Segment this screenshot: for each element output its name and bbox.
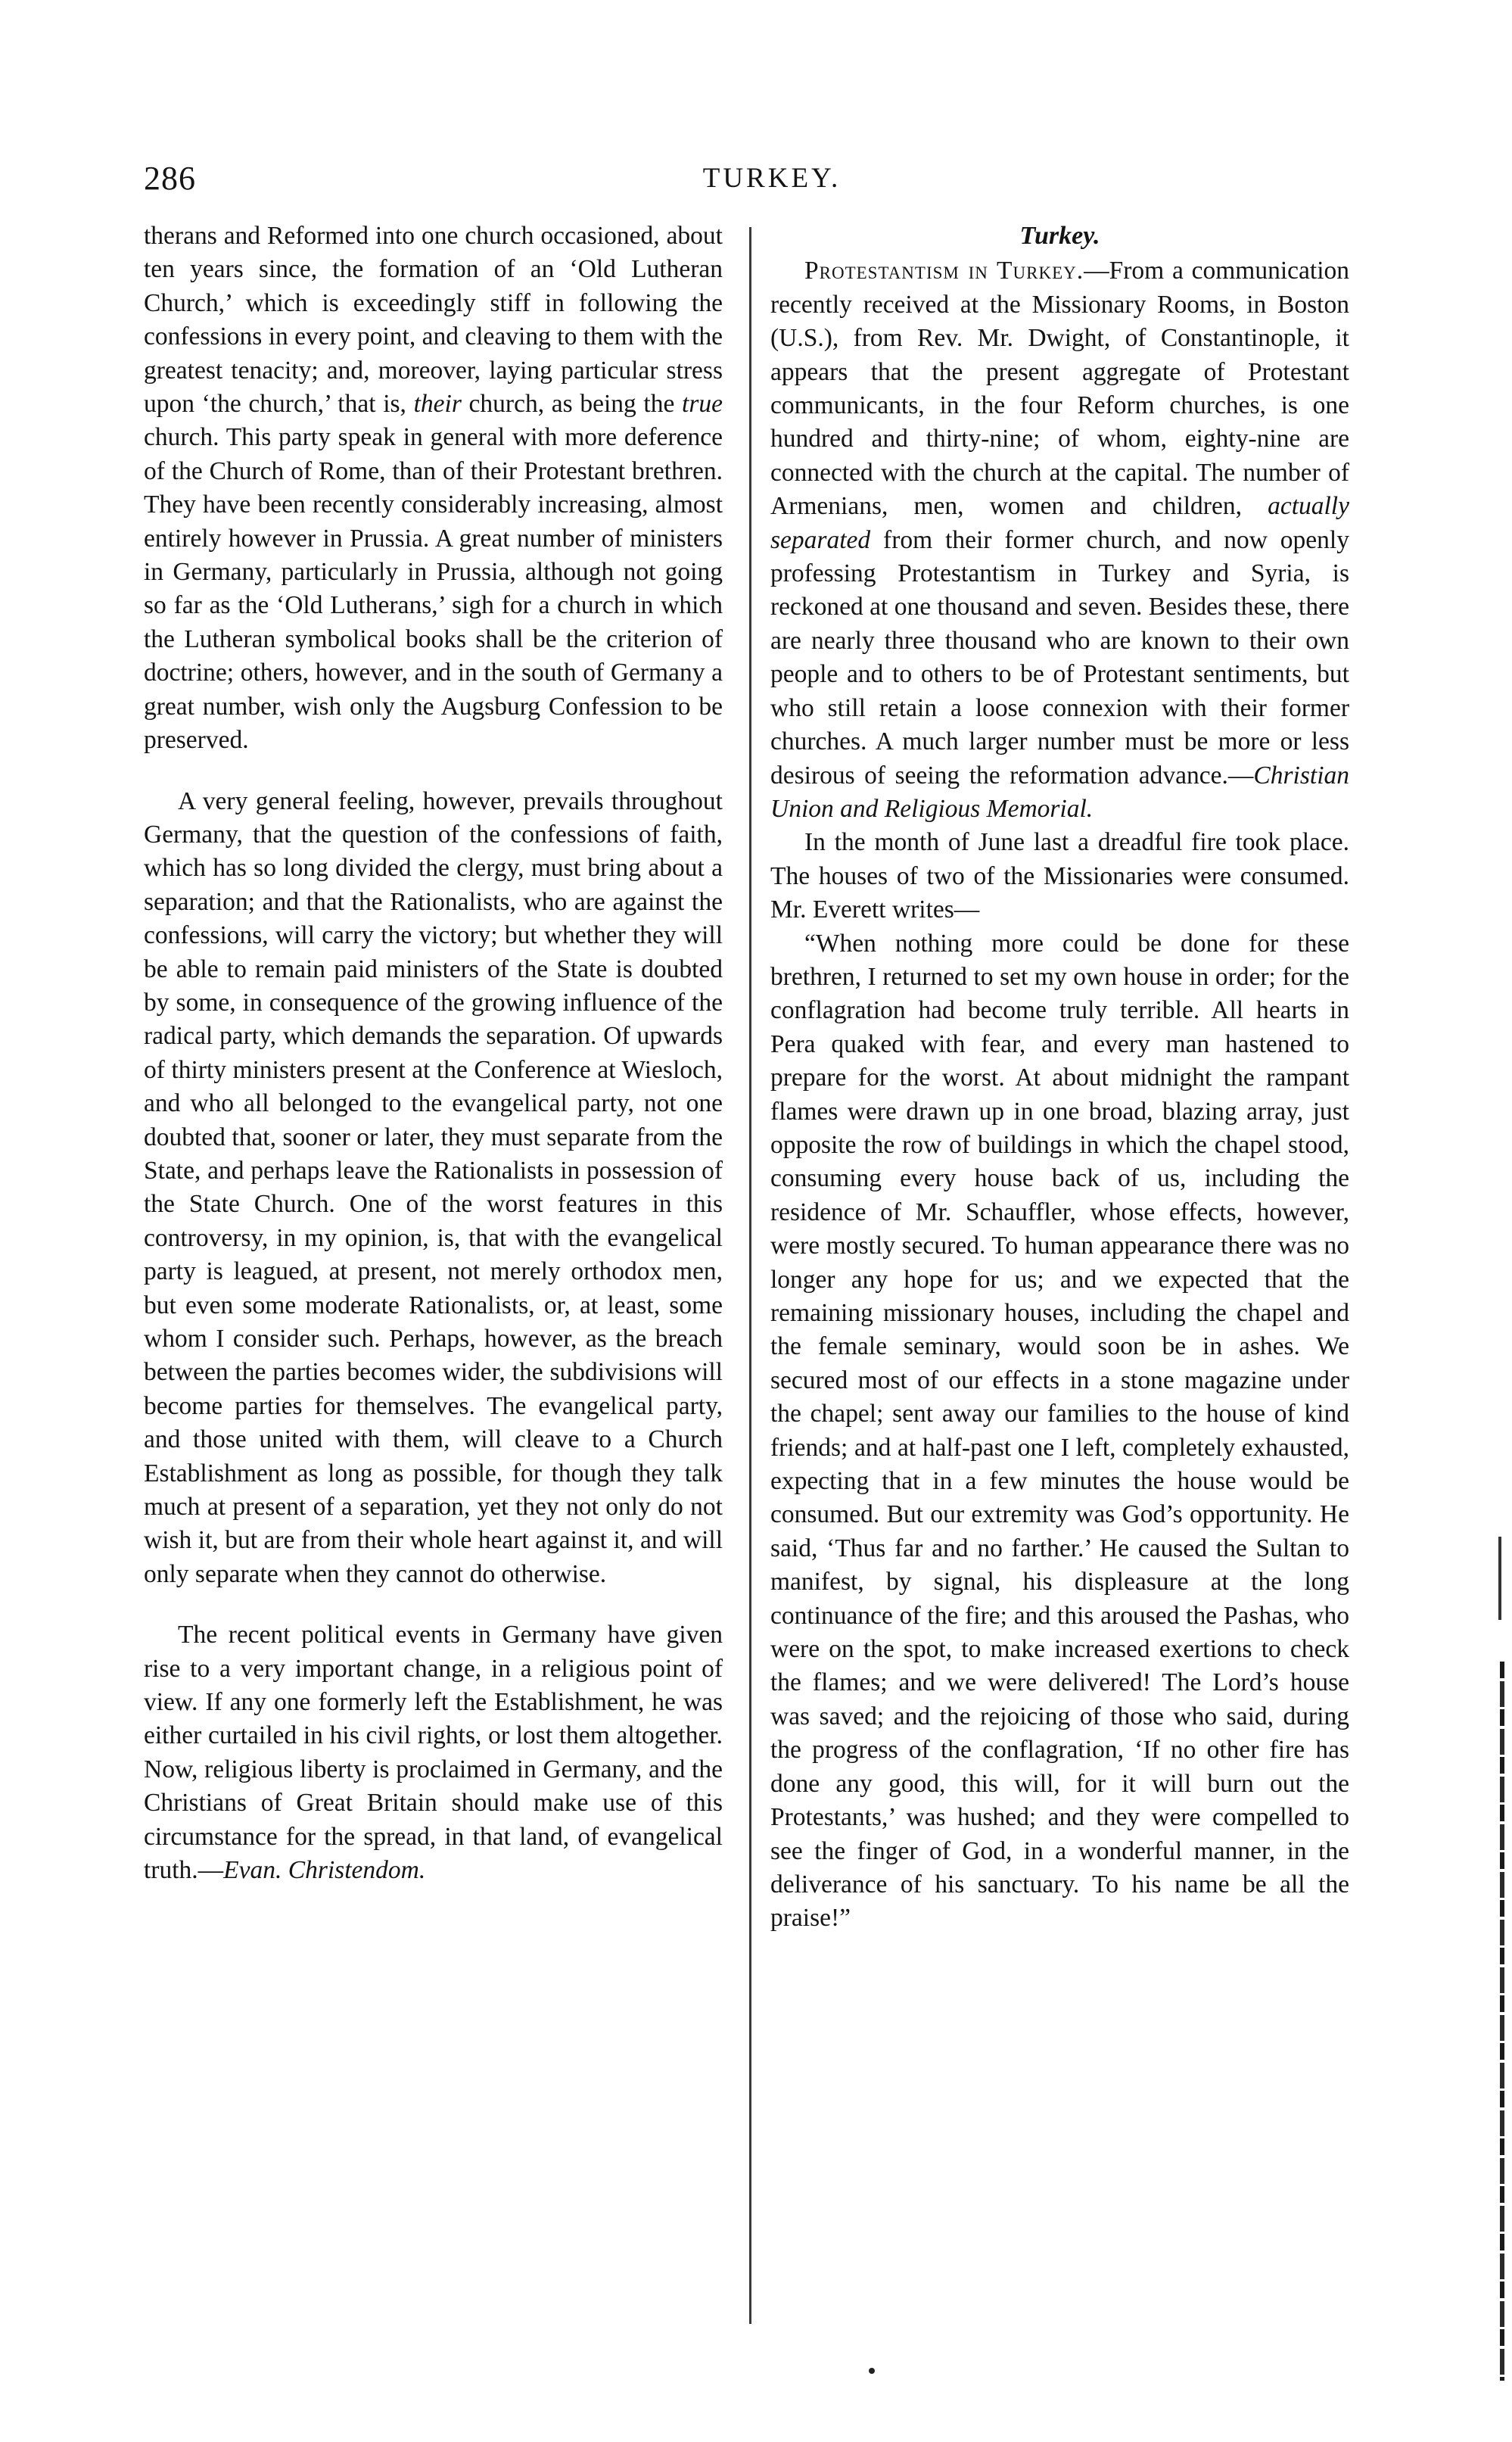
paragraph-text: —From a communication recently received at the Missionary Rooms, in Boston (U.S.), from Rev. Mr. Dwight, of Constantinople, it appears that the present aggregate of Protestant communicants, in the four Reform churches, is one hundred and thirty-nine; of whom, eighty-nine are connected with the church at the capital. The number of Armenians, men, women and children, [770,257,1349,521]
paragraph-old-lutherans [144,220,723,758]
column-divider [749,227,751,2324]
source-citation: Evan. Christendom. [223,1856,426,1885]
paragraph-everett-letter: “When nothing more could be done for these brethren, I returned to set my own house in order; for the conflagration had become truly terrible. All hearts in Pera quaked with fear, and every man hastened to prepare for the worst. At about midnight the rampant flames were drawn up in one broad, blazing array, just opposite the row of buildings in which the chapel stood, consuming every house back of us, including the residence of Mr. Schauffler, whose effects, however, were mostly secured. To human appearance there was no longer any hope for us; and we expected that the remaining missionary houses, including the chapel and the female seminary, would soon be in ashes. We secured most of our effects in a stone magazine under the chapel; sent away our families to the house of kind friends; and at half-past one I left, completely exhausted, expecting that in a few minutes the house would be consumed. But our extremity was God’s opportunity. He said, ‘Thus far and no farther.’ He caused the Sultan to manifest, by signal, his displeasure at the long continuance of the fire; and this aroused the Pashas, who were on the spot, to make increased exertions to check the flames; and we were delivered! The Lord’s house was saved; and the rejoicing of those who said, during the progress of the conflagration, ‘If no other fire has done any good, this will, for it will burn out the Protestants,’ was hushed; and they were compelled to see the finger of God, in a wonderful manner, in the deliverance of his sanctuary. To his name be all the praise!” [770,929,1349,1933]
paragraph-text: The recent political events in Germany have given rise to a very important change, in a religious point of view. If any one formerly left the Establishment, he was either curtailed in his civil rights, or lost them altogether. Now, religious liberty is proclaimed in Germany, and the Christians of Great Britain should make use of this circumstance for the spread, in that land, of evangelical truth.— [144,1621,723,1885]
paragraph-protestantism [770,254,1349,826]
paragraph-text: church. This party speak in general with more deference of the Church of Rome, than of their Protestant brethren. They have been recently considerably increasing, almost entirely however in Prussia. A great number of ministers in Germany, particularly in Prussia, although not going so far as the ‘Old Lutherans,’ sigh for a church in which the Lutheran symbolical books shall be the criterion of doctrine; others, however, and in the south of Germany a great number, wish only the Augsburg Confession to be preserved. [144,423,723,755]
page-number: 286 [144,160,196,197]
emphasis-true: true [682,390,723,419]
lead-in: Protestantism in Turkey. [804,257,1084,285]
section-heading: Turkey. [1019,222,1100,250]
emphasis-their: their [413,390,462,419]
paragraph-political-events [144,1618,723,1887]
paragraph-separation: A very general feeling, however, prevails throughout Germany, that the question of the confessions of faith, which has so long divided the clergy, must bring about a separation; and that the Rationalists, who are against the confessions, will carry the victory; but whether they will be able to remain paid ministers of the State is doubted by some, in consequence of the growing influence of the radical party, which demands the separation. Of upwards of thirty ministers present at the Conference at Wiesloch, and who all belonged to the evangelical party, not one doubted that, sooner or later, they must separate from the State, and perhaps leave the Rationalists in possession of the State Church. One of the worst features in this controversy, in my opinion, is, that with the evangelical party is leagued, at present, not merely orthodox men, but even some moderate Rationalists, or, at least, some whom I consider such. Perhaps, however, as the breach between the parties becomes wider, the subdivisions will become parties for themselves. The evangelical party, and those united with them, will cleave to a Church Establishment as long as possible, for though they talk much at present of a separation, yet they not only do not wish it, but are from their whole heart against it, and will only separate when they cannot do otherwise. [144,786,723,1588]
emphasis-actually-separated: actually separated [770,492,1349,554]
page-header [144,159,1400,204]
paragraph-text: from their former church, and now openly professing Protestantism in Turkey and Syria, is reckoned at one thousand and seven. Besides these, there are nearly three thousand who are known to their own people and to others to be of Protestant sentiments, but who still retain a loose connexion with their former churches. A much larger number must be more or less desirous of seeing the reformation advance.— [770,525,1349,790]
page-edge-shadow [1500,1662,1504,2381]
paragraph-fire: In the month of June last a dreadful fire took place. The houses of two of the Missionaries were consumed. Mr. Everett writes— [770,828,1349,924]
source-citation: Christian Union and Religious Memorial. [770,761,1349,823]
running-title: TURKEY. [702,163,842,194]
paragraph-text: church, as being the [461,390,683,419]
page-edge-mark [1498,1537,1501,1620]
right-column [770,220,1349,1936]
ink-speck [869,2368,875,2374]
left-column [144,220,723,1888]
paragraph-text: therans and Reformed into one church occasioned, about ten years since, the formation of an ‘Old Lutheran Church,’ which is exceedingly stiff in following the confessions in every point, and cleaving to them with the greatest tenacity; and, moreover, laying particular stress upon ‘the church,’ that is, [144,222,723,419]
